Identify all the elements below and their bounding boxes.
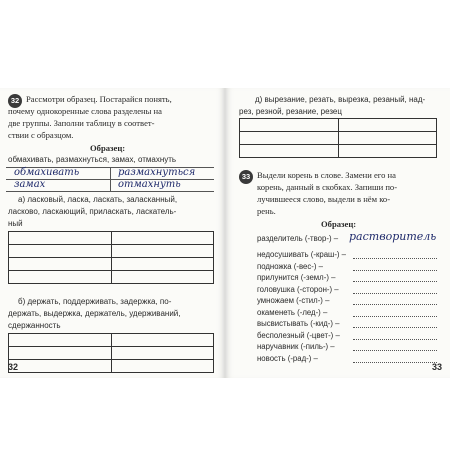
- page-number: 33: [431, 362, 442, 372]
- sample-hand-cell: размахнуться: [118, 167, 196, 178]
- task-instruction-line: лучившееся слово, выдели в нём ко-: [257, 194, 391, 204]
- exercise-row-label: наручавник (-пиль-) –: [257, 342, 335, 351]
- exercise-row-label: прилунится (-земл-) –: [257, 273, 336, 282]
- sample-hand-cell: обмахивать: [14, 167, 80, 178]
- task-instruction-line: две группы. Заполни таблицу в соответ-: [8, 118, 155, 128]
- exercise-row-label: головушка (-сторон-) –: [257, 284, 339, 294]
- answer-line[interactable]: [353, 293, 437, 294]
- left-page: [0, 88, 225, 378]
- part-d-line: д) вырезание, резать, вырезка, резаный, над-: [255, 95, 426, 104]
- sample-word: разделитель (-твор-) –: [257, 234, 339, 243]
- task-instruction-line: корень, данный в скобках. Запиши по-: [257, 182, 398, 192]
- exercise-row-label: подножка (-вес-) –: [257, 261, 323, 271]
- sample-heading: Образец:: [90, 143, 126, 153]
- part-d-line: рез, резной, резание, резец: [239, 107, 342, 116]
- task-instruction-line: Рассмотри образец. Постарайся понять,: [26, 94, 172, 104]
- answer-table-d[interactable]: [239, 118, 437, 158]
- task-instruction-line: ствии с образцом.: [8, 130, 74, 140]
- answer-line[interactable]: [353, 362, 437, 363]
- task-instruction-line: рень.: [257, 206, 276, 216]
- exercise-row-label: высвистывать (-кид-) –: [257, 319, 340, 328]
- answer-line[interactable]: [353, 350, 437, 351]
- answer-line[interactable]: [353, 258, 437, 259]
- part-a-line: ный: [8, 219, 23, 228]
- exercise-row-label: умножаем (-стил-) –: [257, 296, 330, 305]
- task-instruction-line: Выдели корень в слове. Замени его на: [257, 170, 396, 180]
- answer-line[interactable]: [353, 270, 437, 271]
- part-b-line: сдержанность: [8, 321, 61, 330]
- answer-line[interactable]: [353, 316, 437, 317]
- exercise-row-label: недосушивать (-краш-) –: [257, 250, 347, 259]
- task-number-badge: 32: [8, 94, 22, 108]
- exercise-row-label: бесполезный (-цвет-) –: [257, 330, 340, 340]
- task-number-badge: 33: [239, 170, 253, 184]
- answer-line[interactable]: [353, 339, 437, 340]
- answer-line[interactable]: [353, 327, 437, 328]
- part-a-line: ласково, ласкающий, приласкать, ласкатель-: [8, 207, 177, 216]
- task-instruction-line: почему однокоренные слова разделены на: [8, 106, 162, 116]
- sample-hand-cell: замах: [14, 179, 46, 190]
- exercise-row-label: окаменеть (-лед-) –: [257, 307, 328, 317]
- answer-line[interactable]: [353, 304, 437, 305]
- page-number: 32: [8, 362, 19, 372]
- part-b-line: держать, выдержка, держатель, удерживаний,: [8, 309, 181, 318]
- sample-hand-cell: отмахнуть: [118, 179, 181, 190]
- part-a-line: а) ласковый, ласка, ласкать, заласканный,: [18, 195, 178, 204]
- sample-answer: растворитель: [349, 230, 437, 243]
- right-page: [225, 88, 450, 378]
- sample-words: обмахивать, размахнуться, замах, отмахнуть: [8, 155, 177, 164]
- answer-table-b[interactable]: [8, 333, 214, 373]
- sample-heading: Образец:: [321, 219, 357, 229]
- part-b-line: б) держать, поддерживать, задержка, по-: [18, 297, 172, 306]
- answer-table-a[interactable]: [8, 231, 214, 284]
- exercise-row-label: новость (-рад-) –: [257, 353, 318, 363]
- answer-line[interactable]: [353, 281, 437, 282]
